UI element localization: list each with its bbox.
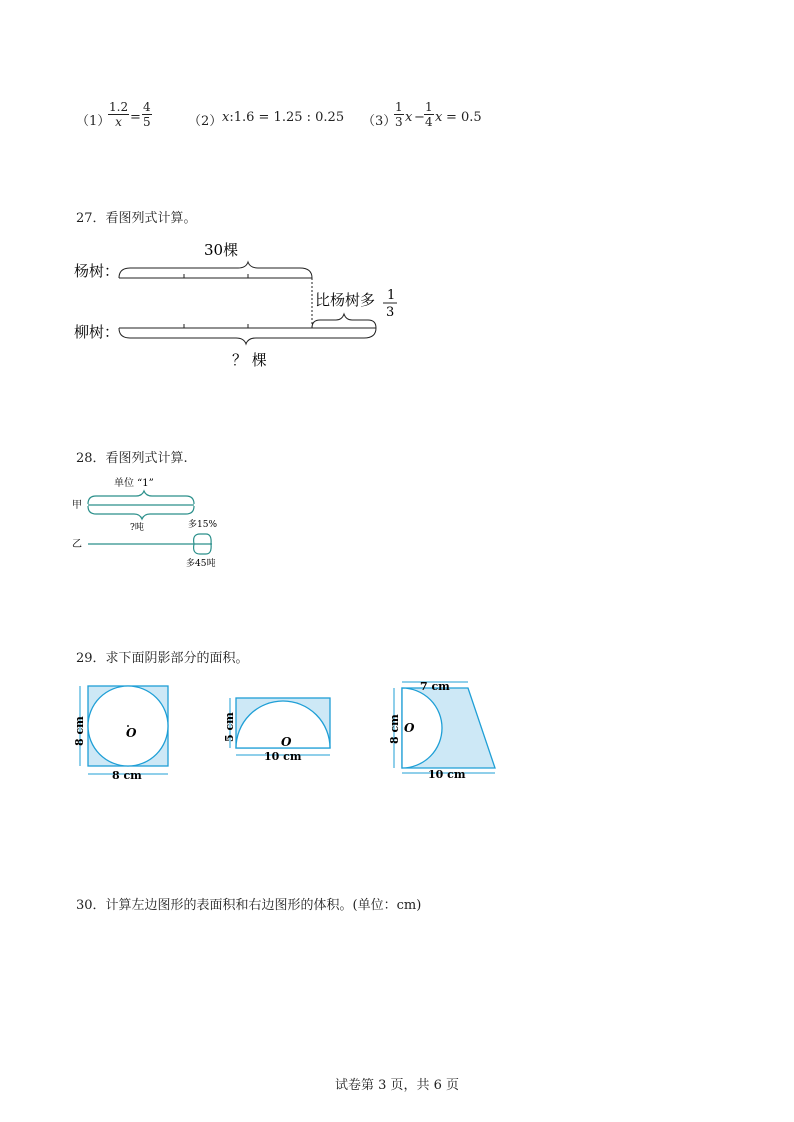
unknown-ton-label: ?吨 — [130, 523, 144, 533]
equation-1-rhs-denominator: 5 — [143, 115, 151, 129]
question-28-title: 28．看图列式计算. — [76, 451, 188, 466]
question-29-figures — [70, 678, 510, 788]
equation-1-rhs-fraction — [142, 100, 152, 129]
figure-2-center-label: O — [281, 735, 292, 749]
equation-1-numerator: 1.2 — [109, 100, 129, 114]
more-percent-label: 多15% — [188, 520, 218, 530]
equation-2-expression — [222, 110, 344, 125]
figure-2 — [223, 698, 330, 763]
equation-2-rest: :1.6 = 1.25 : 0.25 — [229, 110, 345, 125]
figure-3 — [388, 680, 495, 781]
equation-3-x2: x — [435, 110, 443, 125]
equation-row — [76, 100, 496, 140]
equation-1-label: （1） — [76, 114, 111, 129]
figure-2-bottom-label: 10 cm — [264, 750, 302, 763]
more-fraction-denominator: 3 — [386, 305, 395, 320]
yi-top-small-brace — [194, 534, 212, 544]
figure-3-center-label: O — [404, 721, 415, 735]
equation-3-label: （3） — [362, 114, 397, 129]
equation-3-fraction-1 — [394, 100, 404, 129]
equation-3-minus: − — [414, 110, 425, 125]
figure-1 — [73, 686, 168, 782]
equation-1-rhs-numerator: 4 — [143, 100, 151, 114]
question-29-title: 29．求下面阴影部分的面积。 — [76, 651, 249, 666]
jia-label: 甲 — [72, 500, 82, 511]
equation-2-label: （2） — [188, 114, 223, 129]
question-30-title: 30．计算左边图形的表面积和右边图形的体积。(单位：cm) — [76, 898, 422, 913]
figure-1-bottom-label: 8 cm — [112, 769, 142, 782]
yi-bottom-small-brace — [194, 544, 212, 554]
jia-bottom-brace — [88, 506, 194, 519]
figure-1-side-label: 8 cm — [73, 716, 86, 746]
equation-1-denominator: x — [115, 115, 122, 129]
more-than-text: 比杨树多 — [315, 291, 376, 309]
equation-1-fraction — [108, 100, 129, 129]
bottom-brace — [119, 328, 376, 344]
equation-3-rest: = 0.5 — [446, 110, 482, 125]
figure-3-side-label: 8 cm — [388, 714, 401, 744]
figure-2-side-label: 5 cm — [223, 712, 236, 742]
equation-3-f1-denominator: 3 — [395, 115, 403, 129]
figure-3-top-label: 7 cm — [420, 680, 450, 693]
figure-1-center-label: O — [126, 726, 137, 740]
jia-top-brace — [88, 491, 194, 504]
yang-label: 杨树： — [74, 262, 120, 280]
page-footer: 试卷第 3 页，共 6 页 — [334, 1078, 460, 1093]
equation-3-f2-denominator: 4 — [425, 115, 433, 129]
equation-2-variable: x — [222, 110, 230, 125]
equation-1-equals: = — [130, 110, 141, 125]
more-ton-label: 多45吨 — [186, 559, 216, 569]
figure-3-bottom-label: 10 cm — [428, 768, 466, 781]
question-27-title: 27．看图列式计算。 — [76, 211, 197, 226]
more-fraction-numerator: 1 — [387, 288, 396, 303]
equation-3-f1-numerator: 1 — [395, 100, 403, 114]
equation-3-fraction-2 — [424, 100, 434, 129]
question-28-diagram — [70, 472, 240, 572]
small-brace — [312, 314, 376, 328]
yi-label: 乙 — [72, 539, 82, 550]
top-brace — [119, 262, 312, 278]
unit-one-label: 单位 “1” — [114, 478, 154, 489]
question-27-diagram — [70, 236, 410, 376]
equation-3-x1: x — [405, 110, 413, 125]
liu-label: 柳树： — [74, 323, 120, 341]
bottom-count-label: ？ 棵 — [232, 351, 267, 369]
equation-3-f2-numerator: 1 — [425, 100, 433, 114]
top-count-label: 30棵 — [204, 241, 239, 259]
